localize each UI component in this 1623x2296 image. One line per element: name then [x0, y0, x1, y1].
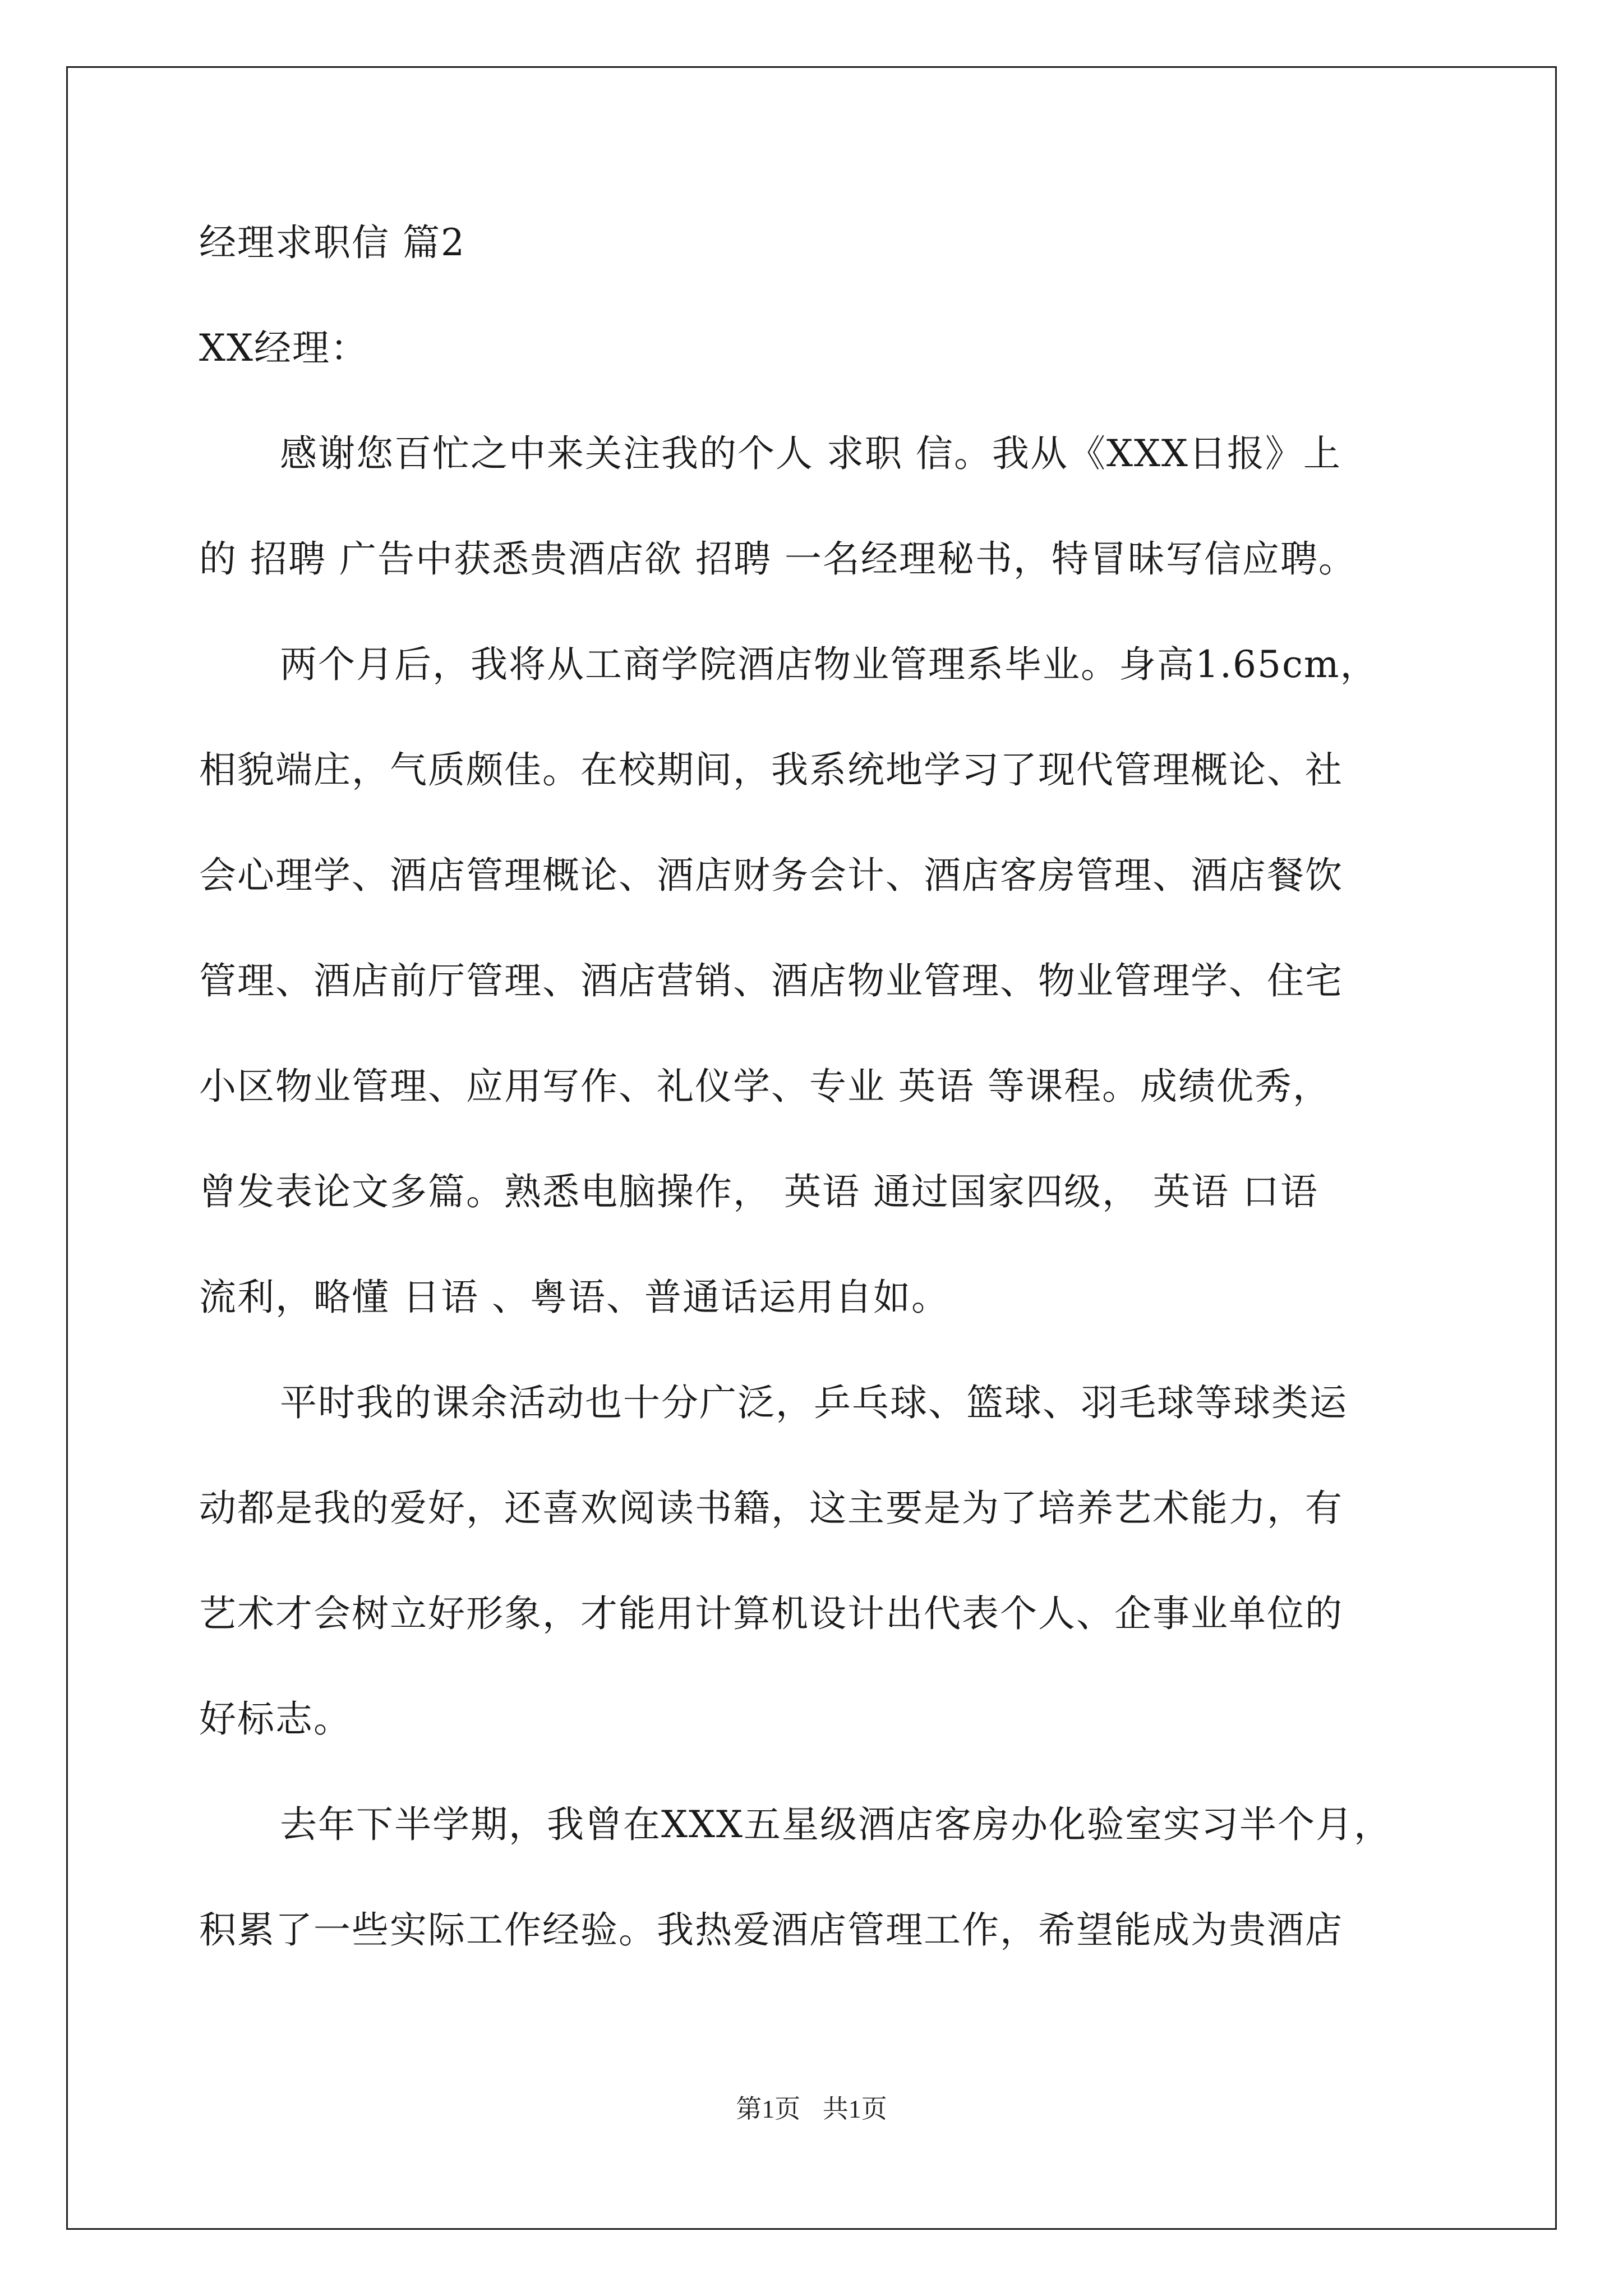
paragraph-line: 的 招聘 广告中获悉贵酒店欲 招聘 一名经理秘书，特冒昧写信应聘。 [199, 537, 1357, 581]
paragraph-line: 相貌端庄，气质颇佳。在校期间，我系统地学习了现代管理概论、社 [199, 748, 1343, 792]
paragraph-line: 小区物业管理、应用写作、礼仪学、专业 英语 等课程。成绩优秀， [199, 1065, 1331, 1108]
paragraph-line: 曾发表论文多篇。熟悉电脑操作， 英语 通过国家四级， 英语 口语 [199, 1170, 1318, 1213]
paragraph-2 [199, 638, 1433, 1324]
salutation: XX经理： [199, 326, 368, 370]
paragraph-line: 流利，略懂 日语 、粤语、普通话运用自如。 [199, 1276, 949, 1319]
letter-body [199, 216, 1433, 1957]
page-total: 共1页 [822, 2095, 887, 2123]
paragraph-line: 积累了一些实际工作经验。我热爱酒店管理工作，希望能成为贵酒店 [199, 1908, 1343, 1952]
paragraph-line: 两个月后，我将从工商学院酒店物业管理系毕业。身高1.65cm， [280, 643, 1378, 686]
paragraph-line: 管理、酒店前厅管理、酒店营销、酒店物业管理、物业管理学、住宅 [199, 959, 1343, 1002]
paragraph-line: 感谢您百忙之中来关注我的个人 求职 信。我从《XXX日报》上 [280, 432, 1341, 475]
paragraph-4 [199, 1798, 1433, 1957]
document-title: 经理求职信 篇2 [199, 221, 465, 264]
paragraph-1 [199, 427, 1433, 586]
paragraph-line: 好标志。 [199, 1697, 352, 1741]
paragraph-line: 艺术才会树立好形象，才能用计算机设计出代表个人、企事业单位的 [199, 1592, 1343, 1635]
paragraph-line: 动都是我的爱好，还喜欢阅读书籍，这主要是为了培养艺术能力，有 [199, 1487, 1343, 1530]
page-number: 第1页 [736, 2095, 801, 2123]
paragraph-line: 平时我的课余活动也十分广泛，乒乓球、篮球、羽毛球等球类运 [280, 1381, 1348, 1424]
page-footer [0, 2092, 1623, 2126]
paragraph-3 [199, 1376, 1433, 1746]
paragraph-line: 去年下半学期，我曾在XXX五星级酒店客房办化验室实习半个月， [280, 1803, 1392, 1846]
paragraph-line: 会心理学、酒店管理概论、酒店财务会计、酒店客房管理、酒店餐饮 [199, 854, 1343, 897]
